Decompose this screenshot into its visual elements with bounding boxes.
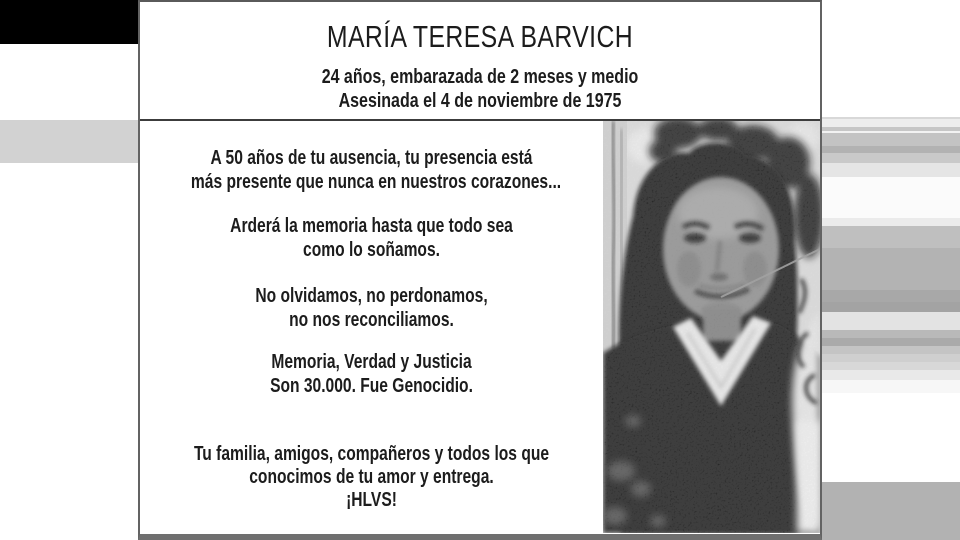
memorial-text-line: No olvidamos, no perdonamos, (255, 285, 488, 307)
portrait-photo-illustration (603, 121, 820, 533)
memorial-text-line: Tu familia, amigos, compañeros y todos los que (193, 443, 550, 465)
memorial-text-column (140, 2, 603, 534)
memorial-text-line: ¡HLVS! (346, 489, 397, 511)
memorial-paragraph-1 (190, 146, 562, 194)
memorial-text-line: Memoria, Verdad y Justicia (271, 351, 472, 373)
memorial-text-line: no nos reconciliamos. (289, 309, 454, 331)
left-gray-scan-band (0, 120, 138, 163)
subtitle-death-date-line: Asesinada el 4 de noviembre de 1975 (338, 90, 622, 112)
deceased-name: MARÍA TERESA BARVICH (326, 19, 634, 54)
memorial-text-line: más presente que nunca en nuestros corazones... (190, 171, 562, 193)
memorial-text-line: conocimos de tu amor y entrega. (249, 466, 494, 488)
memorial-paragraph-4 (191, 350, 552, 398)
subtitle-age-line: 24 años, embarazada de 2 meses y medio (321, 66, 639, 88)
portrait-photo (603, 121, 820, 533)
memorial-paragraph-5 (191, 443, 552, 512)
memorial-paragraph-3 (191, 284, 552, 332)
memorial-text-line: Arderá la memoria hasta que todo sea (230, 215, 513, 237)
memorial-paragraph-2 (191, 214, 552, 262)
top-left-black-block (0, 0, 138, 44)
right-scan-streaks (822, 0, 960, 540)
memorial-card (138, 0, 822, 540)
memorial-text-line: Son 30.000. Fue Genocidio. (270, 375, 473, 397)
memorial-text-line: como lo soñamos. (303, 239, 440, 261)
memorial-text-line: A 50 años de tu ausencia, tu presencia está (210, 147, 533, 169)
